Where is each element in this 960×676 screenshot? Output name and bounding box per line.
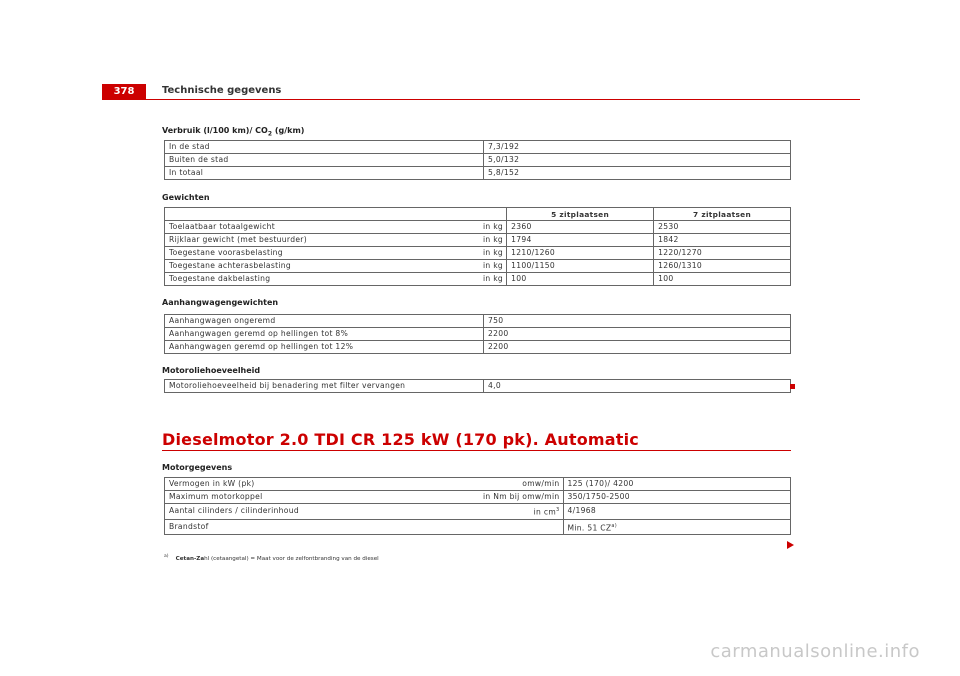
table-row bbox=[165, 328, 791, 341]
table-row bbox=[165, 221, 791, 234]
section-rule bbox=[162, 450, 791, 451]
empty-header bbox=[165, 208, 507, 221]
row-label: Motoroliehoeveelheid bij benadering met filter vervangen bbox=[165, 380, 484, 393]
weights-label: Gewichten bbox=[162, 193, 210, 202]
row-unit: in kg bbox=[479, 247, 507, 260]
row-value: 5,0/132 bbox=[484, 154, 791, 167]
table-row bbox=[165, 504, 791, 520]
section-title: Dieselmotor 2.0 TDI CR 125 kW (170 pk). Automatic bbox=[162, 430, 639, 449]
row-value-5: 1100/1150 bbox=[507, 260, 654, 273]
row-value-7: 2530 bbox=[654, 221, 791, 234]
engine-table bbox=[164, 477, 791, 535]
row-label: Rijklaar gewicht (met bestuurder) bbox=[165, 234, 480, 247]
table-row bbox=[165, 341, 791, 354]
table-row bbox=[165, 154, 791, 167]
footnote-marker: a) bbox=[164, 554, 169, 559]
row-unit: in kg bbox=[479, 260, 507, 273]
row-label: Aanhangwagen ongeremd bbox=[165, 315, 484, 328]
table-row bbox=[165, 141, 791, 154]
footnote-term: Cetan-Za bbox=[175, 555, 205, 562]
column-header-5-seats: 5 zitplaatsen bbox=[507, 208, 654, 221]
footnote bbox=[164, 554, 379, 562]
row-label: Toegestane achterasbelasting bbox=[165, 260, 480, 273]
row-label: Toelaatbaar totaalgewicht bbox=[165, 221, 480, 234]
row-unit: in kg bbox=[479, 234, 507, 247]
table-row bbox=[165, 519, 791, 535]
row-label: Vermogen in kW (pk) bbox=[165, 478, 480, 491]
engine-label: Motorgegevens bbox=[162, 463, 233, 472]
row-label: Brandstof bbox=[165, 519, 480, 535]
row-unit: omw/min bbox=[479, 478, 563, 491]
row-unit-cell bbox=[479, 504, 563, 520]
row-value-7: 1260/1310 bbox=[654, 260, 791, 273]
trailer-table bbox=[164, 314, 791, 354]
row-unit: in kg bbox=[479, 221, 507, 234]
table-row bbox=[165, 478, 791, 491]
row-value: 7,3/192 bbox=[484, 141, 791, 154]
row-unit: in kg bbox=[479, 273, 507, 286]
row-label: Maximum motorkoppel bbox=[165, 491, 480, 504]
oil-table bbox=[164, 379, 791, 393]
row-value: 2200 bbox=[484, 328, 791, 341]
row-value-7: 1220/1270 bbox=[654, 247, 791, 260]
row-value-7: 100 bbox=[654, 273, 791, 286]
row-label: Aanhangwagen geremd op hellingen tot 8% bbox=[165, 328, 484, 341]
row-value: 350/1750-2500 bbox=[563, 491, 790, 504]
row-value: 125 (170)/ 4200 bbox=[563, 478, 790, 491]
next-page-arrow-icon[interactable] bbox=[787, 541, 794, 549]
row-label: In de stad bbox=[165, 141, 484, 154]
watermark: carmanualsonline.info bbox=[710, 641, 920, 662]
table-row bbox=[165, 260, 791, 273]
table-row bbox=[165, 234, 791, 247]
consumption-label: Verbruik (l/100 km)/ $CO_2$ (g/km) bbox=[162, 126, 305, 138]
oil-label: Motoroliehoeveelheid bbox=[162, 366, 261, 375]
row-unit: in cm bbox=[533, 507, 557, 517]
row-value-5: 1794 bbox=[507, 234, 654, 247]
header-rule bbox=[146, 99, 860, 100]
footnote-reference[interactable]: a) bbox=[611, 522, 618, 529]
page-number: 378 bbox=[102, 84, 146, 100]
column-header-7-seats: 7 zitplaatsen bbox=[654, 208, 791, 221]
row-value: 750 bbox=[484, 315, 791, 328]
row-value: Min. 51 CZ bbox=[567, 523, 612, 533]
row-value-7: 1842 bbox=[654, 234, 791, 247]
table-header-row bbox=[165, 208, 791, 221]
row-value: 4/1968 bbox=[563, 504, 790, 520]
row-label: Buiten de stad bbox=[165, 154, 484, 167]
row-value-5: 1210/1260 bbox=[507, 247, 654, 260]
row-label: In totaal bbox=[165, 167, 484, 180]
row-label: Toegestane voorasbelasting bbox=[165, 247, 480, 260]
row-label: Aanhangwagen geremd op hellingen tot 12% bbox=[165, 341, 484, 354]
consumption-table bbox=[164, 140, 791, 180]
table-row bbox=[165, 247, 791, 260]
table-row bbox=[165, 315, 791, 328]
row-value: 5,8/152 bbox=[484, 167, 791, 180]
unit-superscript: 3 bbox=[556, 507, 560, 513]
trailer-label: Aanhangwagengewichten bbox=[162, 298, 279, 307]
table-row bbox=[165, 273, 791, 286]
row-value-cell bbox=[563, 519, 790, 535]
row-value-5: 2360 bbox=[507, 221, 654, 234]
row-value-5: 100 bbox=[507, 273, 654, 286]
table-row bbox=[165, 491, 791, 504]
row-value: 4,0 bbox=[484, 380, 791, 393]
row-unit bbox=[479, 519, 563, 535]
footnote-text: hl (cetaangetal) = Maat voor de zelfontbranding van de diesel bbox=[204, 555, 379, 562]
table-row bbox=[165, 380, 791, 393]
row-label: Aantal cilinders / cilinderinhoud bbox=[165, 504, 480, 520]
row-label: Toegestane dakbelasting bbox=[165, 273, 480, 286]
weights-table bbox=[164, 207, 791, 286]
row-value: 2200 bbox=[484, 341, 791, 354]
table-row bbox=[165, 167, 791, 180]
page-header-title: Technische gegevens bbox=[162, 85, 282, 96]
end-marker-square bbox=[790, 384, 795, 389]
row-unit: in Nm bij omw/min bbox=[479, 491, 563, 504]
